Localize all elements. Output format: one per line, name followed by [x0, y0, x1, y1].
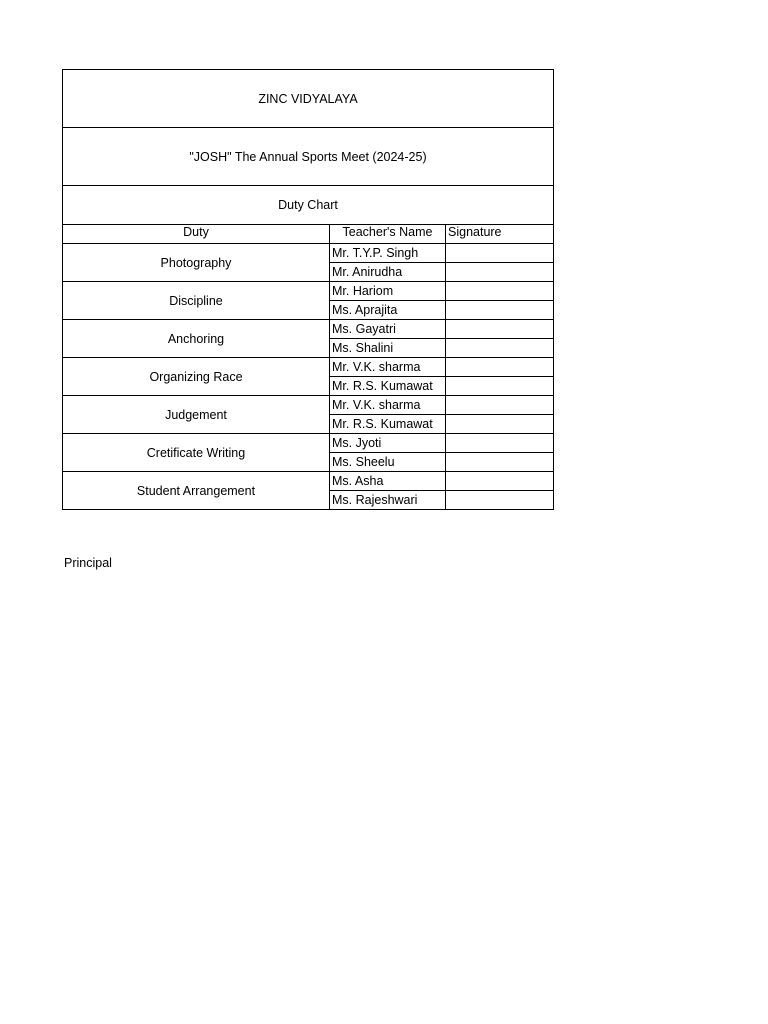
table-row	[63, 244, 554, 263]
signature-cell[interactable]	[446, 282, 554, 301]
duty-column-header: Duty	[63, 225, 330, 244]
signature-cell[interactable]	[446, 263, 554, 282]
teacher-name-cell: Mr. T.Y.P. Singh	[330, 244, 446, 263]
duty-cell: Organizing Race	[63, 358, 330, 396]
signature-cell[interactable]	[446, 358, 554, 377]
table-row	[63, 396, 554, 415]
teacher-name-cell: Mr. R.S. Kumawat	[330, 415, 446, 434]
event-title-row	[63, 128, 554, 186]
signature-cell[interactable]	[446, 453, 554, 472]
duty-cell: Discipline	[63, 282, 330, 320]
duty-chart-sheet	[62, 69, 553, 510]
teacher-name-cell: Mr. Anirudha	[330, 263, 446, 282]
duty-cell: Cretificate Writing	[63, 434, 330, 472]
school-name-row	[63, 70, 554, 128]
signature-cell[interactable]	[446, 339, 554, 358]
table-row	[63, 320, 554, 339]
teacher-name-cell: Ms. Jyoti	[330, 434, 446, 453]
principal-signatory: Principal	[64, 556, 112, 570]
table-row	[63, 434, 554, 453]
header-row	[63, 225, 554, 244]
table-row	[63, 282, 554, 301]
signature-cell[interactable]	[446, 415, 554, 434]
teacher-name-cell: Mr. Hariom	[330, 282, 446, 301]
signature-cell[interactable]	[446, 244, 554, 263]
signature-cell[interactable]	[446, 396, 554, 415]
teacher-name-column-header: Teacher's Name	[330, 225, 446, 244]
duty-cell: Judgement	[63, 396, 330, 434]
teacher-name-cell: Mr. V.K. sharma	[330, 358, 446, 377]
signature-column-header: Signature	[446, 225, 554, 244]
chart-title-row	[63, 186, 554, 225]
signature-cell[interactable]	[446, 320, 554, 339]
teacher-name-cell: Ms. Rajeshwari	[330, 491, 446, 510]
table-row	[63, 472, 554, 491]
duty-cell: Anchoring	[63, 320, 330, 358]
event-title: "JOSH" The Annual Sports Meet (2024-25)	[63, 128, 554, 186]
duty-chart-table	[62, 69, 554, 510]
table-row	[63, 358, 554, 377]
signature-cell[interactable]	[446, 472, 554, 491]
duty-cell: Photography	[63, 244, 330, 282]
duty-cell: Student Arrangement	[63, 472, 330, 510]
teacher-name-cell: Ms. Gayatri	[330, 320, 446, 339]
signature-cell[interactable]	[446, 301, 554, 320]
school-name: ZINC VIDYALAYA	[63, 70, 554, 128]
teacher-name-cell: Ms. Aprajita	[330, 301, 446, 320]
teacher-name-cell: Ms. Sheelu	[330, 453, 446, 472]
signature-cell[interactable]	[446, 434, 554, 453]
signature-cell[interactable]	[446, 377, 554, 396]
teacher-name-cell: Mr. R.S. Kumawat	[330, 377, 446, 396]
teacher-name-cell: Mr. V.K. sharma	[330, 396, 446, 415]
signature-cell[interactable]	[446, 491, 554, 510]
teacher-name-cell: Ms. Asha	[330, 472, 446, 491]
chart-title: Duty Chart	[63, 186, 554, 225]
teacher-name-cell: Ms. Shalini	[330, 339, 446, 358]
